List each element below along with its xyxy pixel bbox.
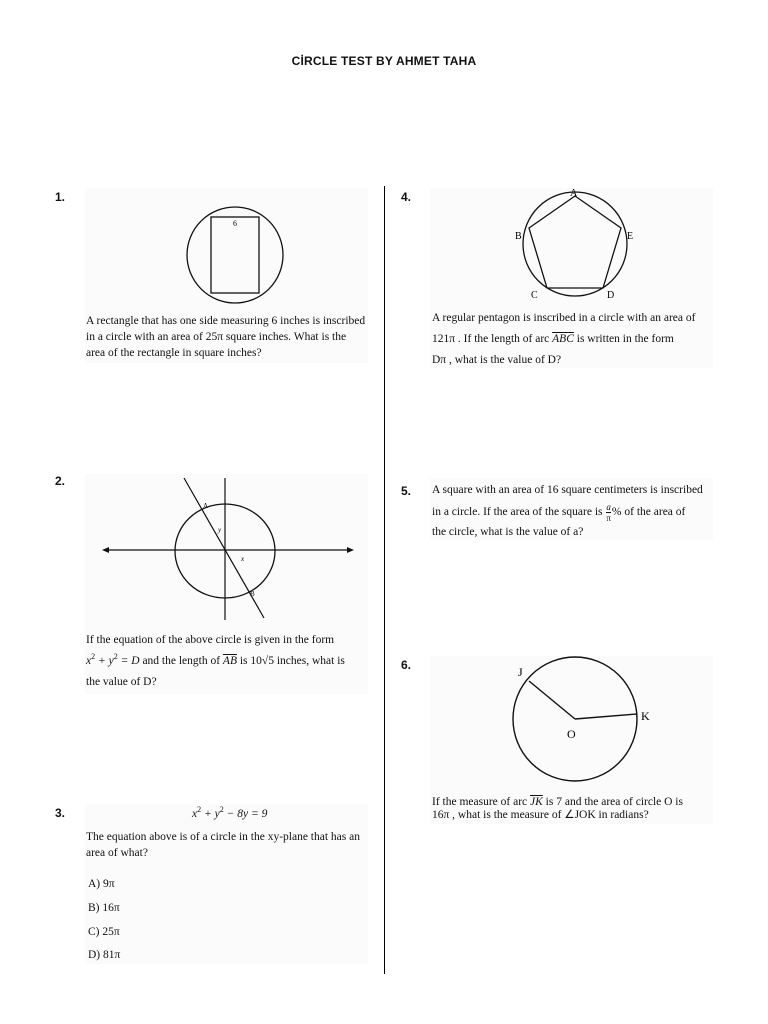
question-3-choice-d[interactable]: D) 81π [88, 949, 121, 961]
question-6-number: 6. [401, 658, 412, 672]
question-3-choice-b[interactable]: B) 16π [88, 902, 120, 914]
question-6-figure [505, 656, 665, 796]
question-4-number: 4. [401, 190, 412, 204]
q2-point-a: A [203, 502, 209, 510]
q4-circle [523, 192, 627, 296]
question-5-text-line3: the circle, what is the value of a? [432, 526, 584, 538]
q6-arc-jk: $\overline{JK}$ [530, 796, 543, 808]
q6-point-k: K [641, 709, 650, 723]
q5-fraction: $\frac{a}{\pi}$ [606, 502, 611, 523]
question-2-number: 2. [55, 474, 66, 488]
q1-rectangle [211, 217, 259, 293]
question-3-number: 3. [55, 806, 66, 820]
q4-vertex-c: C [531, 290, 538, 301]
q4-arc-abc: $\overline{ABC}$ [552, 333, 574, 345]
q2-point-b: B [250, 590, 255, 598]
q6-center-o: O [567, 727, 576, 741]
question-3-choice-a[interactable]: A) 9π [88, 878, 115, 890]
question-1-figure [180, 205, 292, 305]
column-divider [384, 186, 385, 974]
question-4-figure [505, 186, 645, 304]
question-3-equation: $x^2 + y^2 - 8y = 9$ [192, 805, 268, 820]
q4-pentagon [529, 196, 621, 288]
q4-vertex-a: A [570, 188, 578, 199]
q2-y-label: y [218, 526, 222, 534]
q2-x-label: x [241, 555, 245, 563]
q4-vertex-d: D [607, 290, 615, 301]
q2-x-axis-arrow-left [102, 547, 109, 553]
q2-arc-ab: $\overline{AB}$ [222, 655, 237, 667]
question-4-text-line3: Dπ , what is the value of D? [432, 354, 562, 366]
question-2-figure [100, 474, 360, 624]
question-4-text-line1: A regular pentagon is inscribed in a circle with an area of [432, 312, 696, 324]
question-2-text-line3: the value of D? [86, 676, 157, 688]
q1-side-label: 6 [233, 219, 237, 228]
question-5-text-line2: in a circle. If the area of the square is $\frac{a}{\pi}$ % of the area of [432, 502, 686, 523]
question-5-number: 5. [401, 484, 412, 498]
q2-x-axis-arrow-right [347, 547, 354, 553]
question-1-number: 1. [55, 190, 66, 204]
question-2-text-line1: If the equation of the above circle is given in the form [86, 634, 335, 646]
question-3-choice-c[interactable]: C) 25π [88, 926, 120, 938]
question-4-text-line2: 121π . If the length of arc $\overline{ABC}$ is written in the form [432, 333, 674, 345]
q6-radius-ok [575, 714, 637, 719]
page-title: CİRCLE TEST BY AHMET TAHA [291, 54, 477, 68]
question-3-panel [85, 804, 368, 964]
question-6-text-line1: If the measure of arc $\overline{JK}$ is 7 and the area of circle O is [432, 796, 683, 808]
q6-radius-oj [529, 681, 575, 719]
question-3-text: The equation above is of a circle in the xy-plane that has an area of what? [86, 831, 360, 859]
question-5-text-line1: A square with an area of 16 square centimeters is inscribed [432, 484, 703, 496]
q6-point-j: J [518, 665, 523, 679]
question-6-text-line2: 16π , what is the measure of ∠JOK in radians? [432, 809, 649, 821]
question-1-text: A rectangle that has one side measuring 6 inches is inscribed in a circle with an area of 25π square inches. What is the area of the rectangle in square inches? [86, 315, 366, 359]
q4-vertex-e: E [627, 231, 634, 242]
q4-vertex-b: B [515, 231, 522, 242]
question-2-text-line2: $x^2 + y^2 = D$ and the length of $\overline{AB}$ is 10√5 inches, what is [86, 652, 345, 667]
